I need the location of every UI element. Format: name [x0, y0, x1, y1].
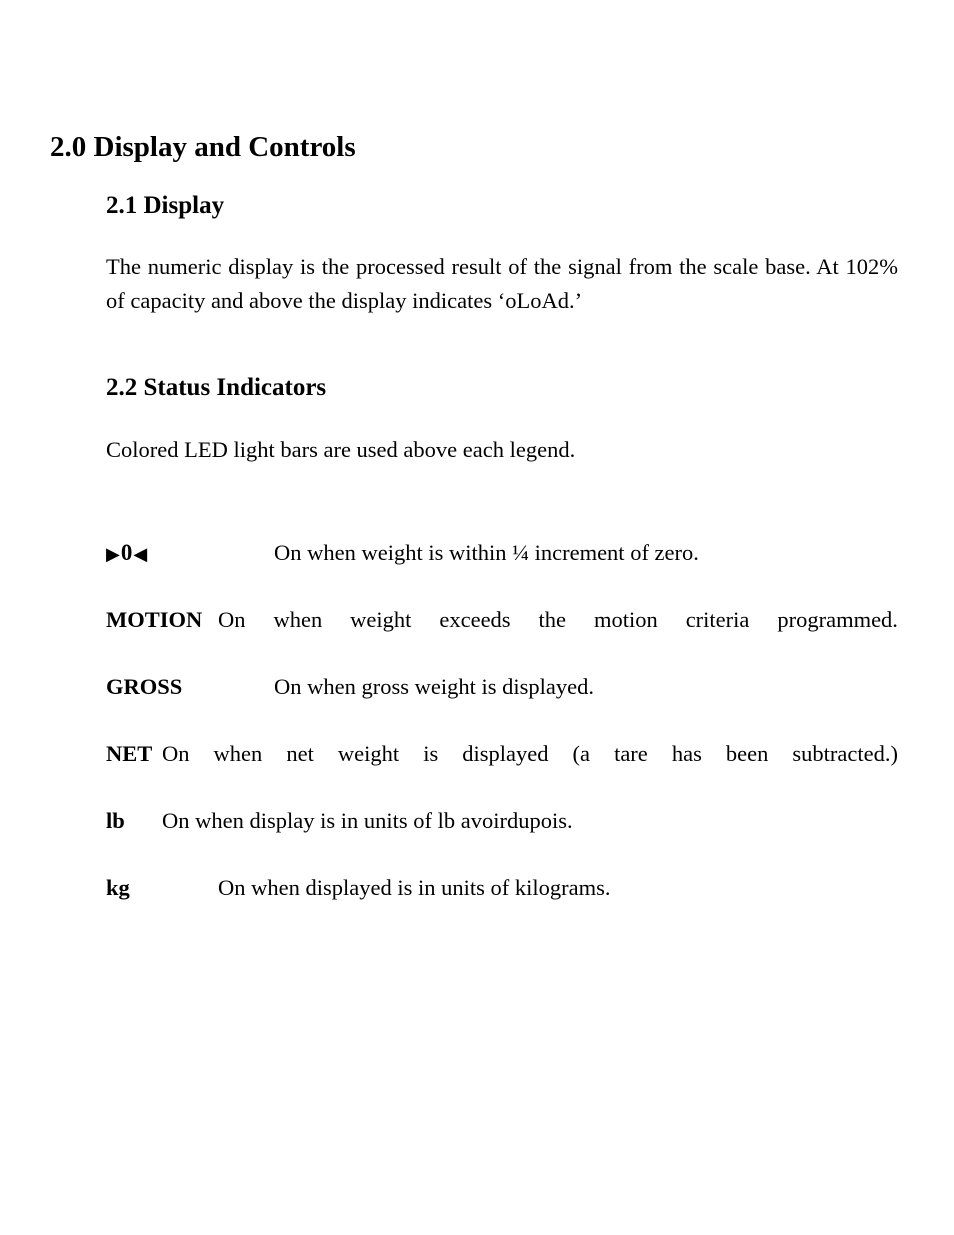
center-of-zero-legend	[106, 537, 148, 571]
indicator-row-net	[106, 738, 898, 770]
indicator-row-zero	[106, 537, 898, 569]
indicator-row-motion	[106, 604, 898, 636]
indicator-description-motion: On when weight exceeds the motion criteria programmed.	[218, 607, 898, 632]
indicator-row-kg	[106, 872, 898, 904]
indicator-legend-net: NET	[106, 741, 153, 766]
indicator-description-lb: On when display is in units of lb avoirdupois.	[162, 808, 573, 833]
indicator-row-gross	[106, 671, 898, 703]
indicator-description-net: On when net weight is displayed (a tare has been subtracted.)	[162, 741, 898, 766]
display-heading: 2.1 Display	[106, 192, 225, 219]
status-indicators-paragraph: Colored LED light bars are used above each legend.	[106, 437, 576, 462]
indicator-description-kg: On when displayed is in units of kilograms.	[218, 875, 611, 900]
indicator-description-gross: On when gross weight is displayed.	[274, 674, 594, 699]
indicator-legend-motion: MOTION	[106, 607, 203, 632]
right-pointing-triangle-icon: ▶	[106, 544, 121, 565]
indicator-legend-kg: kg	[106, 875, 130, 900]
section-title: 2.0 Display and Controls	[50, 131, 356, 163]
status-indicators-heading: 2.2 Status Indicators	[106, 374, 327, 401]
display-paragraph: The numeric display is the processed result of the signal from the scale base. At 102% of capacity and above the display indicates ‘oLoAd.’	[106, 254, 898, 313]
indicator-row-lb	[106, 805, 898, 837]
left-pointing-triangle-icon: ◀	[133, 544, 149, 565]
zero-digit: 0	[120, 540, 134, 565]
indicator-legend-gross: GROSS	[106, 674, 183, 699]
indicator-description-zero: On when weight is within ¼ increment of zero.	[274, 540, 699, 565]
indicator-legend-lb: lb	[106, 808, 125, 833]
